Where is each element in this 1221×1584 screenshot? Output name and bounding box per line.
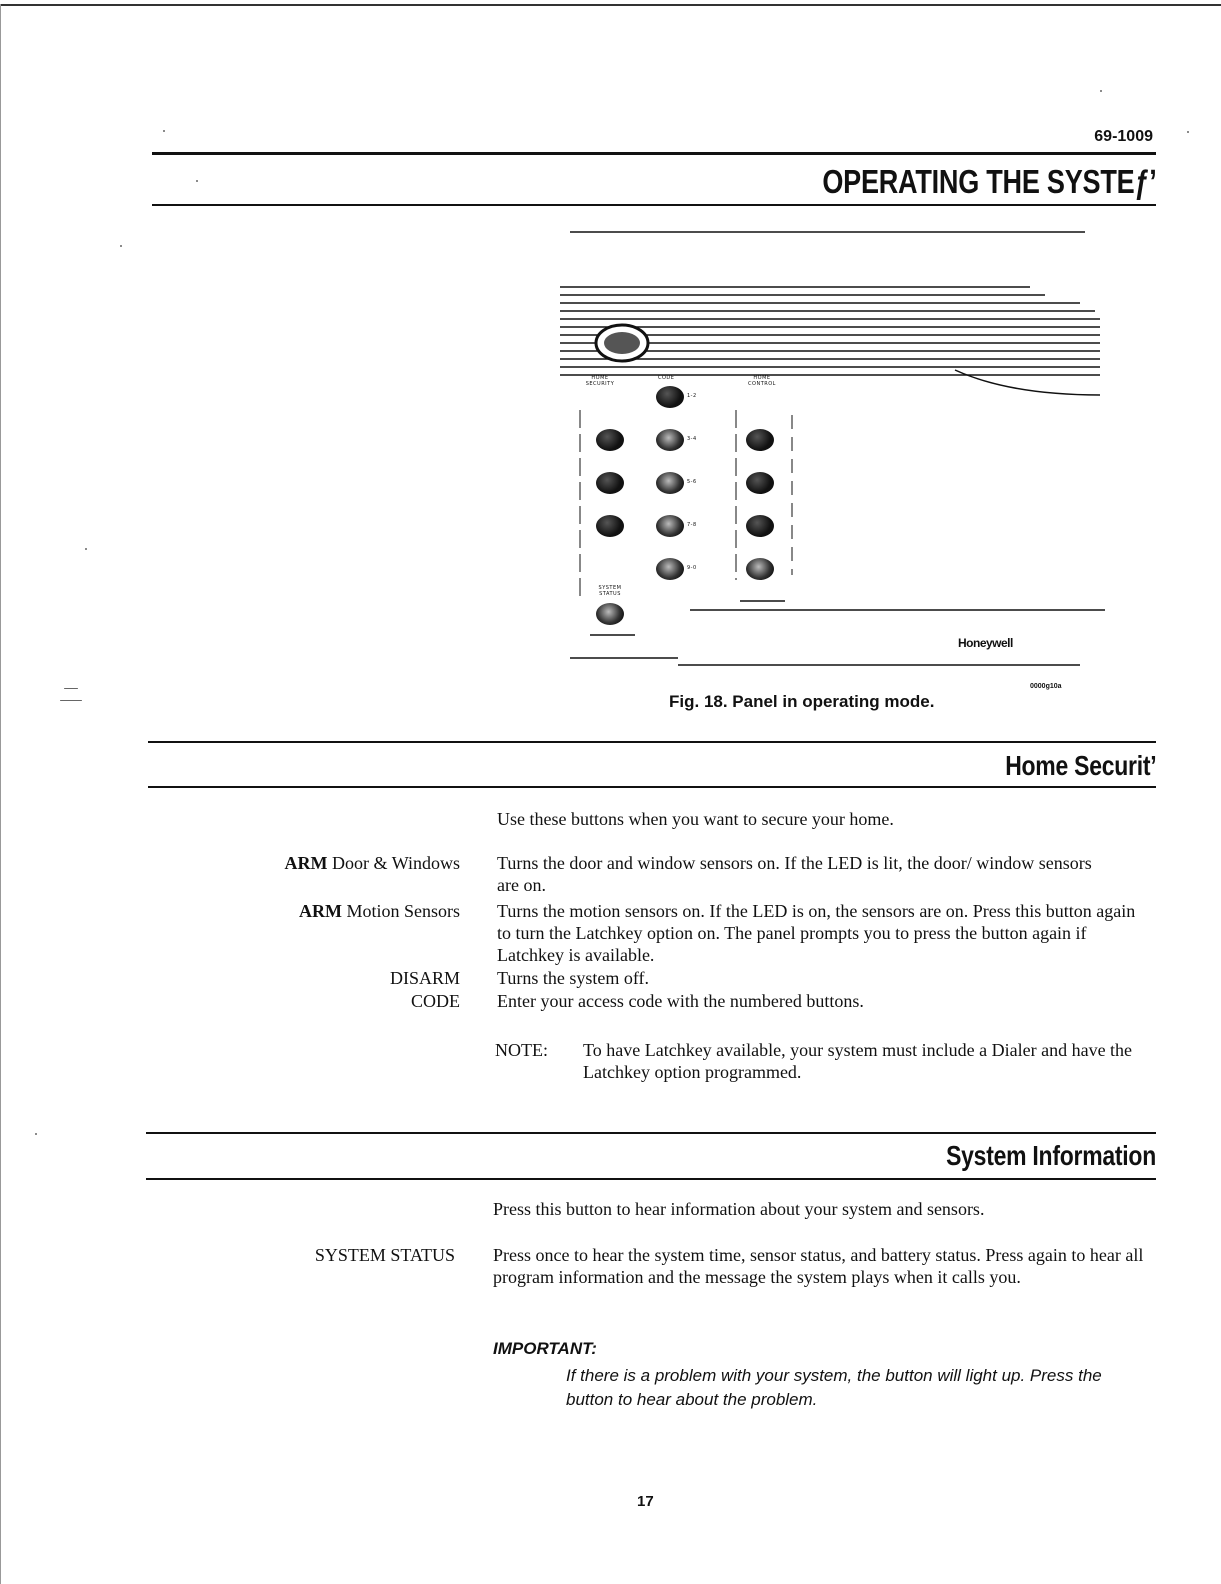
code-key-3-4-label: 3-4 bbox=[687, 436, 697, 442]
scan-speck bbox=[1187, 131, 1189, 133]
arm-motion-sensors-desc: Turns the motion sensors on. If the LED is on, the sensors are on. Press this button again to turn the Latchkey option on. The panel prompts you to press the button again if Latchkey is available. bbox=[497, 901, 1136, 965]
arm-doors-windows-term: ARM Door & Windows bbox=[284, 853, 460, 873]
home-security-rule-bottom bbox=[148, 786, 1156, 788]
figure-code: 0000g10a bbox=[1030, 683, 1062, 690]
code-key-5-6-label: 5-6 bbox=[687, 479, 697, 485]
scan-speck bbox=[60, 700, 82, 701]
important-text: If there is a problem with your system, the button will light up. Press the button to hear about the problem. bbox=[566, 1366, 1102, 1409]
home-control-button-2[interactable] bbox=[746, 472, 774, 494]
arm-doors-windows-desc: Turns the door and window sensors on. If the LED is lit, the door/ window sensors are on. bbox=[497, 853, 1092, 895]
scan-speck bbox=[163, 130, 165, 132]
system-info-rule-top bbox=[146, 1132, 1156, 1134]
code-key-3-4[interactable] bbox=[656, 429, 684, 451]
disarm-desc: Turns the system off. bbox=[497, 968, 650, 988]
disarm-term: DISARM bbox=[389, 968, 460, 988]
code-key-7-8[interactable] bbox=[656, 515, 684, 537]
home-security-rule-top bbox=[148, 741, 1156, 743]
code-desc: Enter your access code with the numbered buttons. bbox=[497, 991, 864, 1011]
arm-motion-sensors-term: ARM Motion Sensors bbox=[298, 901, 460, 921]
code-label: CODE bbox=[658, 375, 675, 381]
system-info-heading: System Information bbox=[946, 1140, 1156, 1171]
note-text: To have Latchkey available, your system must include a Dialer and have the Latchkey option programmed. bbox=[583, 1040, 1133, 1082]
home-control-button-1[interactable] bbox=[746, 429, 774, 451]
home-control-button-3[interactable] bbox=[746, 515, 774, 537]
system-status-term: SYSTEM STATUS bbox=[314, 1245, 455, 1265]
important-label: IMPORTANT: bbox=[493, 1339, 597, 1358]
header-rule-bottom bbox=[152, 204, 1156, 206]
home-security-label: HOME SECURITY bbox=[585, 375, 615, 387]
system-status-button[interactable] bbox=[596, 603, 624, 625]
scan-speck bbox=[35, 1133, 37, 1135]
scan-speck bbox=[85, 548, 87, 550]
home-control-label: HOME CONTROL bbox=[748, 375, 776, 387]
code-key-7-8-label: 7-8 bbox=[687, 522, 697, 528]
system-info-rule-bottom bbox=[146, 1178, 1156, 1180]
code-key-9-0[interactable] bbox=[656, 558, 684, 580]
disarm-button[interactable] bbox=[596, 515, 624, 537]
panel-figure bbox=[560, 225, 1110, 695]
system-status-desc: Press once to hear the system time, sensor status, and battery status. Press again to hear all program information and the message the system plays when it calls you. bbox=[493, 1245, 1144, 1287]
code-key-9-0-label: 9-0 bbox=[687, 565, 697, 571]
home-security-heading: Home Securitʼ bbox=[1004, 750, 1156, 781]
home-security-intro: Use these buttons when you want to secure your home. bbox=[497, 809, 894, 829]
scan-top-edge bbox=[0, 4, 1221, 6]
scan-left-edge bbox=[0, 4, 1, 1584]
code-key-1-2-label: 1-2 bbox=[687, 393, 697, 399]
scan-speck bbox=[64, 688, 78, 689]
code-key-1-2[interactable] bbox=[656, 386, 684, 408]
scan-speck bbox=[196, 180, 198, 182]
code-term: CODE bbox=[411, 991, 460, 1011]
note-label: NOTE: bbox=[495, 1040, 548, 1060]
section-title: OPERATING THE SYSTEƒʼ bbox=[821, 163, 1156, 200]
figure-caption: Fig. 18. Panel in operating mode. bbox=[669, 692, 935, 711]
scan-speck bbox=[120, 245, 122, 247]
arm-motion-sensors-button[interactable] bbox=[596, 472, 624, 494]
arm-doors-windows-button[interactable] bbox=[596, 429, 624, 451]
page-number: 17 bbox=[637, 1493, 654, 1510]
scan-speck bbox=[1100, 90, 1102, 92]
brand-logo: Honeywell bbox=[958, 636, 1013, 650]
system-status-label: SYSTEM STATUS bbox=[598, 585, 622, 597]
header-rule-top bbox=[152, 152, 1156, 155]
panel-outline bbox=[560, 225, 1110, 675]
system-info-intro: Press this button to hear information about your system and sensors. bbox=[493, 1199, 985, 1219]
document-number: 69-1009 bbox=[1094, 128, 1153, 145]
home-control-button-4[interactable] bbox=[746, 558, 774, 580]
code-key-5-6[interactable] bbox=[656, 472, 684, 494]
